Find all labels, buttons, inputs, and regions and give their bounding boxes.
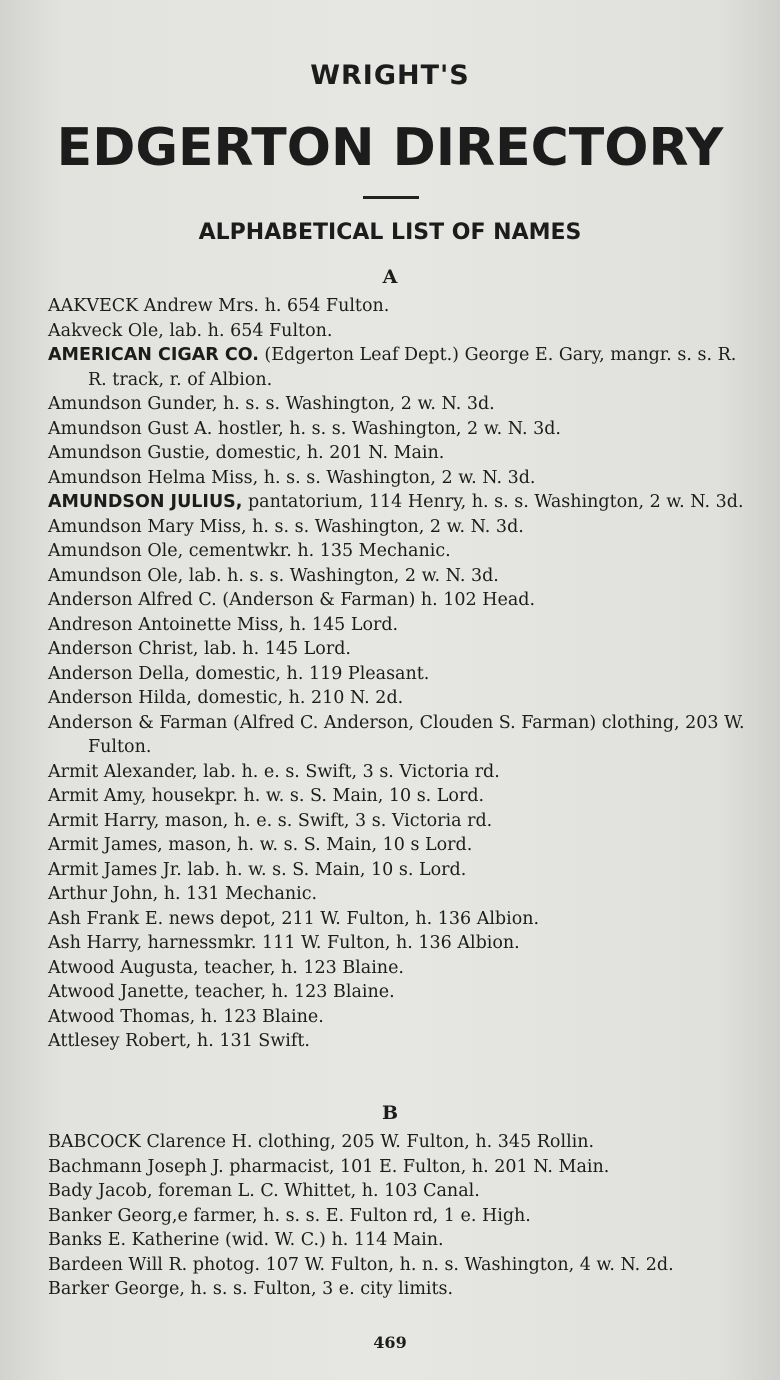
list-item [48, 319, 748, 344]
section-letter-a: A [382, 266, 398, 288]
entry-name: Atwood [48, 1006, 115, 1027]
list-item [48, 490, 748, 515]
entry-name: Anderson [48, 590, 133, 610]
list-item [48, 931, 748, 956]
entry-name: Amundson [48, 443, 142, 463]
entry-name: Bardeen [48, 1254, 123, 1275]
entry-details: Della, domestic, h. 119 Pleasant. [132, 663, 430, 684]
page-title: EDGERTON DIRECTORY [56, 118, 724, 178]
entry-name: Aakveck [48, 320, 123, 341]
entry-details: Andrew Mrs. h. 654 Fulton. [138, 296, 390, 316]
entry-name: Banks [48, 1230, 103, 1250]
entry-name: Atwood [48, 957, 115, 978]
entry-name: Attlesey [48, 1031, 120, 1051]
entry-name: AMERICAN CIGAR CO. [48, 345, 259, 365]
entry-details: Janette, teacher, h. 123 Blaine. [114, 982, 395, 1002]
list-item [48, 882, 748, 907]
list-item [48, 980, 748, 1005]
publisher-heading: WRIGHT'S [310, 60, 470, 91]
entry-details: George, h. s. s. Fulton, 3 e. city limits. [109, 1279, 454, 1299]
entry-name: BABCOCK [48, 1132, 141, 1152]
list-item [48, 1029, 748, 1054]
entry-details: James Jr. lab. h. w. s. S. Main, 10 s. Lord. [98, 859, 467, 880]
list-item [48, 564, 748, 589]
list-item [48, 1155, 748, 1180]
entry-details: Jacob, foreman L. C. Whittet, h. 103 Canal. [92, 1181, 480, 1201]
entry-details: Clarence H. clothing, 205 W. Fulton, h. 345 Rollin. [140, 1132, 595, 1152]
entry-details: Gust A. hostler, h. s. s. Washington, 2 w. N. 3d. [141, 418, 561, 439]
list-item [48, 539, 748, 564]
entry-details: Alfred C. (Anderson & Farman) h. 102 Head. [132, 590, 536, 610]
list-item [48, 613, 748, 638]
entry-name: Amundson [48, 541, 142, 561]
entry-name: Armit [48, 835, 99, 855]
list-item [48, 858, 748, 883]
entry-list-b [48, 1130, 748, 1302]
entry-name: Bady [48, 1181, 93, 1201]
list-item [48, 711, 748, 760]
list-item [48, 515, 748, 540]
title-rule [363, 196, 419, 199]
entry-name: Bachmann [48, 1156, 142, 1177]
list-item [48, 417, 748, 442]
entry-name: Ash [48, 933, 81, 953]
entry-list-a [48, 294, 748, 1054]
entry-name: AAKVECK [48, 296, 139, 316]
entry-name: Arthur [48, 884, 107, 904]
list-item [48, 662, 748, 687]
list-item [48, 637, 748, 662]
list-item [48, 466, 748, 491]
section-letter-b: B [381, 1102, 399, 1124]
list-item [48, 1204, 748, 1229]
entry-details: Mary Miss, h. s. s. Washington, 2 w. N. 3d. [141, 516, 524, 537]
entry-details: Joseph J. pharmacist, 101 E. Fulton, h. 201 N. Main. [141, 1156, 610, 1177]
entry-details: Georg,e farmer, h. s. s. E. Fulton rd, 1 e. High. [111, 1205, 531, 1226]
entry-name: Barker [48, 1279, 109, 1299]
list-item [48, 1228, 748, 1253]
entry-name: Armit [48, 810, 99, 831]
entry-name: Armit [48, 859, 99, 880]
entry-details: Gustie, domestic, h. 201 N. Main. [141, 443, 445, 463]
entry-details: E. Katherine (wid. W. C.) h. 114 Main. [102, 1230, 444, 1250]
entry-details: Harry, mason, h. e. s. Swift, 3 s. Victoria rd. [98, 810, 493, 831]
entry-details: & Farman (Alfred C. Anderson, Clouden S. Farman) clothing, 203 W. Fulton. [88, 712, 745, 757]
entry-details: pantatorium, 114 Henry, h. s. s. Washington, 2 w. N. 3d. [242, 492, 744, 512]
list-item [48, 686, 748, 711]
entry-name: Andreson [48, 614, 133, 635]
entry-name: Amundson [48, 467, 142, 488]
list-item [48, 833, 748, 858]
entry-details: Antoinette Miss, h. 145 Lord. [132, 614, 399, 635]
list-item [48, 1130, 748, 1155]
list-item [48, 1253, 748, 1278]
entry-name: Amundson [48, 394, 142, 414]
list-item [48, 343, 748, 392]
entry-name: Anderson [48, 663, 133, 684]
entry-details: Ole, cementwkr. h. 135 Mechanic. [141, 541, 451, 561]
list-item [48, 1179, 748, 1204]
entry-details: Christ, lab. h. 145 Lord. [132, 639, 351, 659]
entry-name: Armit [48, 761, 99, 782]
list-item [48, 588, 748, 613]
entry-details: Alexander, lab. h. e. s. Swift, 3 s. Victoria rd. [98, 761, 500, 782]
entry-details: (Edgerton Leaf Dept.) George E. Gary, mangr. s. s. R. R. track, r. of Albion. [88, 345, 737, 390]
entry-details: Thomas, h. 123 Blaine. [114, 1006, 324, 1027]
entry-details: John, h. 131 Mechanic. [106, 884, 318, 904]
list-item [48, 907, 748, 932]
entry-name: Ash [48, 908, 81, 929]
list-item [48, 956, 748, 981]
page-subtitle: ALPHABETICAL LIST OF NAMES [198, 220, 582, 245]
entry-details: Ole, lab. h. s. s. Washington, 2 w. N. 3d. [141, 565, 499, 586]
list-item [48, 294, 748, 319]
entry-name: Amundson [48, 565, 142, 586]
entry-details: Amy, housekpr. h. w. s. S. Main, 10 s. Lord. [98, 786, 485, 806]
entry-name: Amundson [48, 516, 142, 537]
list-item [48, 441, 748, 466]
entry-details: Hilda, domestic, h. 210 N. 2d. [132, 688, 404, 708]
entry-name: Anderson [48, 712, 133, 733]
list-item [48, 760, 748, 785]
list-item [48, 1277, 748, 1302]
entry-name: Atwood [48, 982, 115, 1002]
entry-name: Anderson [48, 639, 133, 659]
list-item [48, 392, 748, 417]
list-item [48, 809, 748, 834]
entry-name: Armit [48, 786, 99, 806]
entry-details: Ole, lab. h. 654 Fulton. [122, 320, 333, 341]
list-item [48, 1005, 748, 1030]
entry-details: Helma Miss, h. s. s. Washington, 2 w. N. 3d. [141, 467, 536, 488]
entry-details: Gunder, h. s. s. Washington, 2 w. N. 3d. [141, 394, 495, 414]
entry-name: Anderson [48, 688, 133, 708]
entry-details: Harry, harnessmkr. 111 W. Fulton, h. 136 Albion. [80, 933, 520, 953]
list-item [48, 784, 748, 809]
entry-name: AMUNDSON JULIUS, [48, 492, 243, 512]
entry-details: James, mason, h. w. s. S. Main, 10 s Lord. [98, 835, 473, 855]
page-number: 469 [373, 1333, 407, 1352]
entry-details: Augusta, teacher, h. 123 Blaine. [114, 957, 404, 978]
entry-details: Frank E. news depot, 211 W. Fulton, h. 136 Albion. [80, 908, 540, 929]
entry-name: Amundson [48, 418, 142, 439]
entry-name: Banker [48, 1205, 112, 1226]
entry-details: Will R. photog. 107 W. Fulton, h. n. s. Washington, 4 w. N. 2d. [122, 1254, 674, 1275]
entry-details: Robert, h. 131 Swift. [119, 1031, 310, 1051]
